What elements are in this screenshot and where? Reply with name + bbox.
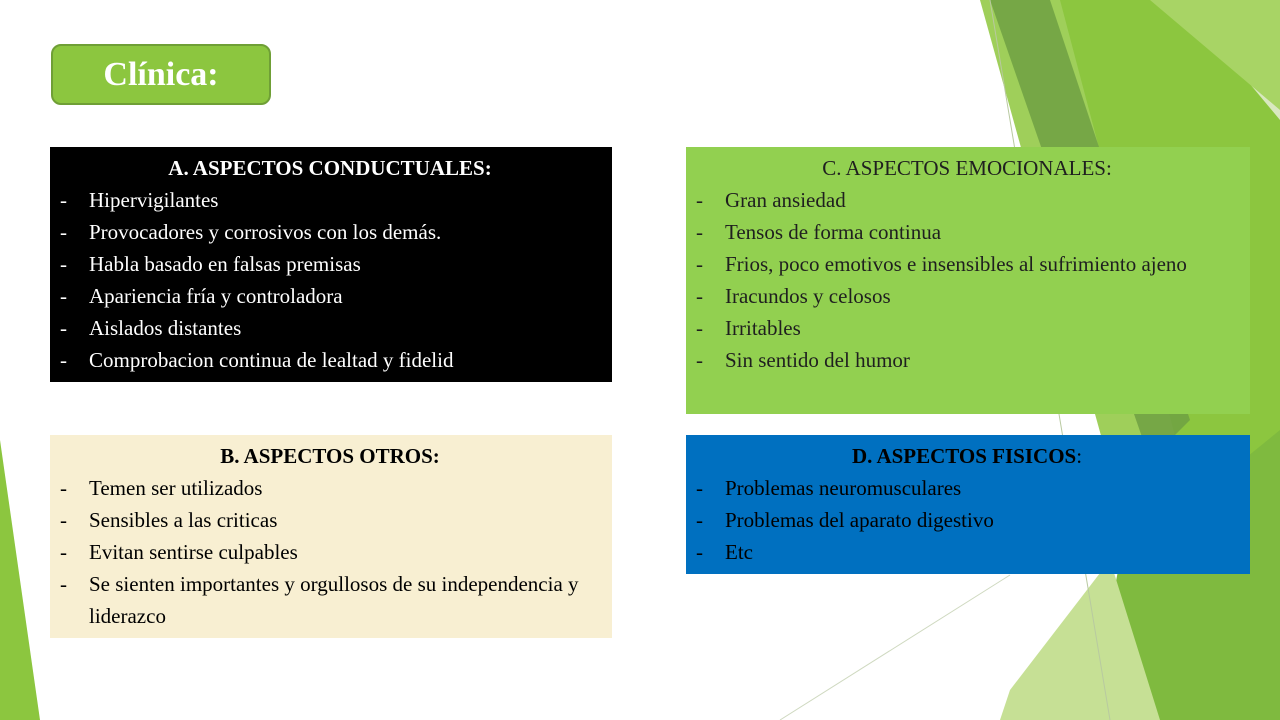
dash-bullet: - [696,476,703,500]
box-otros-heading: B. ASPECTOS OTROS: [220,444,440,468]
list-item-text: Habla basado en falsas premisas [89,252,361,276]
box-fisicos-list [696,472,1238,568]
list-item-text: Apariencia fría y controladora [89,284,343,308]
list-item [60,216,600,248]
dash-bullet: - [696,252,703,276]
list-item-text: Temen ser utilizados [89,476,263,500]
list-item [60,280,600,312]
box-fisicos-heading-colon: : [1076,444,1083,468]
list-item [60,312,600,344]
list-item-text: Iracundos y celosos [725,284,891,308]
dash-bullet: - [60,220,67,244]
list-item [696,280,1238,312]
list-item [696,472,1238,504]
dash-bullet: - [60,508,67,532]
box-emocionales-list [696,184,1238,376]
list-item-text: Frios, poco emotivos e insensibles al sufrimiento ajeno [725,252,1187,276]
slide-title: Clínica: [51,44,271,105]
dash-bullet: - [60,284,67,308]
list-item [60,472,600,504]
list-item [60,344,600,376]
list-item-text: Provocadores y corrosivos con los demás. [89,220,442,244]
list-item [696,344,1238,376]
list-item-text: Se sienten importantes y orgullosos de su independencia y liderazco [89,572,579,628]
dash-bullet: - [60,316,67,340]
list-item-text: Etc [725,540,753,564]
list-item [696,216,1238,248]
list-item-text: Irritables [725,316,801,340]
dash-bullet: - [696,188,703,212]
list-item-text: Tensos de forma continua [725,220,942,244]
box-fisicos-heading-text: D. ASPECTOS FISICOS [851,444,1077,468]
list-item [696,312,1238,344]
list-item [60,184,600,216]
dash-bullet: - [60,540,67,564]
list-item-text: Problemas neuromusculares [725,476,962,500]
list-item [60,504,600,536]
list-item-text: Aislados distantes [89,316,242,340]
list-item [696,536,1238,568]
list-item-text: Sensibles a las criticas [89,508,278,532]
box-conductuales [50,147,612,382]
list-item [696,248,1238,280]
list-item-text: Comprobacion continua de lealtad y fidelid [89,348,454,372]
box-emocionales-heading: C. ASPECTOS EMOCIONALES: [822,156,1112,180]
dash-bullet: - [696,220,703,244]
dash-bullet: - [60,188,67,212]
list-item [696,504,1238,536]
dash-bullet: - [60,476,67,500]
list-item [60,568,600,632]
dash-bullet: - [60,348,67,372]
list-item [60,248,600,280]
box-conductuales-heading: A. ASPECTOS CONDUCTUALES: [168,156,492,180]
list-item-text: Gran ansiedad [725,188,846,212]
list-item-text: Hipervigilantes [89,188,219,212]
box-conductuales-list [60,184,600,376]
dash-bullet: - [696,508,703,532]
dash-bullet: - [696,348,703,372]
box-fisicos [686,435,1250,574]
dash-bullet: - [696,316,703,340]
dash-bullet: - [696,284,703,308]
list-item [696,184,1238,216]
box-otros [50,435,612,638]
dash-bullet: - [60,572,67,596]
list-item-text: Problemas del aparato digestivo [725,508,994,532]
list-item-text: Sin sentido del humor [725,348,910,372]
dash-bullet: - [696,540,703,564]
box-fisicos-heading [696,440,1238,472]
dash-bullet: - [60,252,67,276]
list-item [60,536,600,568]
list-item-text: Evitan sentirse culpables [89,540,298,564]
box-emocionales [686,147,1250,414]
box-otros-list [60,472,600,632]
